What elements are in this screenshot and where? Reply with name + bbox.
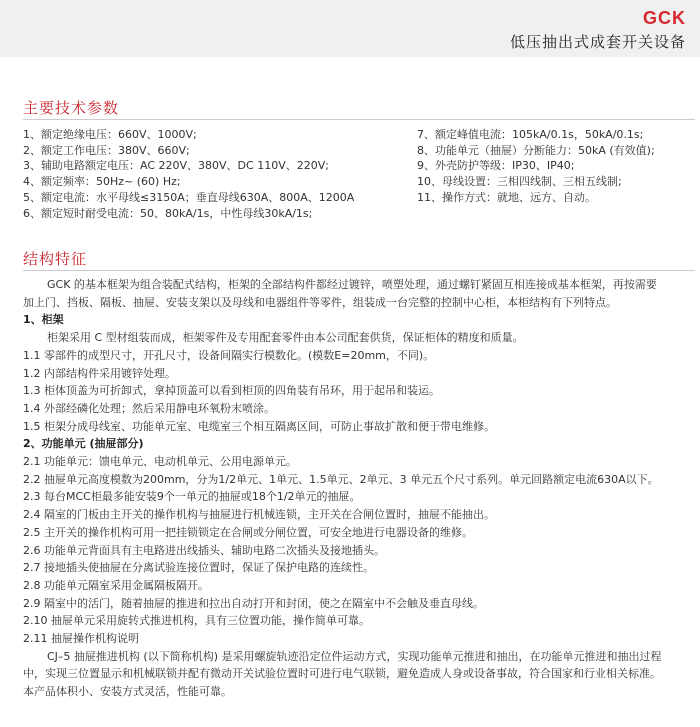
param-item: 8、功能单元（抽屉）分断能力：50kA (有效值); <box>417 143 655 157</box>
page-subtitle: 低压抽出式成套开关设备 <box>509 33 686 51</box>
body-line: 2.7 接地插头使抽屉在分离试验连接位置时，保证了保护电路的连续性。 <box>23 561 374 575</box>
body-line: CJ–5 抽屉推进机构 (以下简称机构) 是采用螺旋轨迹沿定位件运动方式，实现功能单元推进和抽出，在功能单元推进和抽出过程 <box>47 649 662 663</box>
body-line: 2.5 主开关的操作机构可用一把挂锁锁定在合闸或分闸位置，可安全地进行电器设备的维修。 <box>23 525 473 539</box>
subsection-heading: 1、柜架 <box>23 313 64 327</box>
body-line: 1.4 外部经磷化处理；然后采用静电环氧粉末喷涂。 <box>23 401 275 415</box>
body-line: 1.5 柜架分成母线室、功能单元室、电缆室三个相互隔离区间，可防止事故扩散和便于带电维修。 <box>23 419 495 433</box>
params-list-right <box>417 127 655 206</box>
section-title-structure: 结构特征 <box>23 250 88 268</box>
param-item: 2、额定工作电压：380V、660V; <box>23 143 190 157</box>
body-line: 2.11 抽屉操作机构说明 <box>23 632 139 646</box>
body-line: 柜架采用 C 型材组装而成，柜架零件及专用配套零件由本公司配套供货，保证柜体的精度和质量。 <box>47 331 524 345</box>
param-item: 1、额定绝缘电压：660V、1000V; <box>23 128 197 141</box>
body-line: 2.10 抽屉单元采用旋转式推进机构，具有三位置功能，操作简单可靠。 <box>23 614 370 628</box>
body-line: 本产品体积小、安装方式灵活，性能可靠。 <box>23 685 232 699</box>
body-line: 2.2 抽屉单元高度模数为200mm，分为1/2单元、1单元、1.5单元、2单元、3 单元五个尺寸系列。单元回路额定电流630A以下。 <box>23 472 659 486</box>
body-line: 2.8 功能单元隔室采用金属隔板隔开。 <box>23 578 209 592</box>
body-line: 中，实现三位置显示和机械联锁并配有微动开关试验位置时可进行电气联锁，避免造成人身或设备事故，符合国家和行业相关标准。 <box>23 667 661 681</box>
param-item: 9、外壳防护等级：IP30、IP40; <box>417 159 575 173</box>
param-item: 3、辅助电路额定电压：AC 220V、380V、DC 110V、220V; <box>23 159 329 173</box>
structure-body <box>23 276 695 701</box>
section-divider <box>23 270 695 271</box>
body-line: 1.2 内部结构件采用镀锌处理。 <box>23 366 176 380</box>
body-line: 2.9 隔室中的活门，随着抽屉的推进和拉出自动打开和封闭，使之在隔室中不会触及垂直母线。 <box>23 596 484 610</box>
body-line: 2.6 功能单元背面具有主电路进出线插头、辅助电路二次插头及接地插头。 <box>23 543 385 557</box>
brand-logo: GCK <box>643 8 686 28</box>
body-line: 2.1 功能单元：馈电单元、电动机单元、公用电源单元。 <box>23 455 297 469</box>
section-title-tech-params: 主要技术参数 <box>23 99 120 117</box>
body-line: 加上门、挡板、隔板、抽屉、安装支架以及母线和电器组件等零件，组装成一台完整的控制中心柜，本柜结构有下列特点。 <box>23 295 617 309</box>
body-line: 1.3 柜体顶盖为可折卸式，拿掉顶盖可以看到柜顶的四角装有吊环，用于起吊和装运。 <box>23 384 440 398</box>
page-header <box>0 0 700 57</box>
body-line: 2.3 每台MCC柜最多能安装9个一单元的抽屉或18个1/2单元的抽屉。 <box>23 490 361 504</box>
param-item: 10、母线设置：三相四线制、三相五线制; <box>417 175 622 189</box>
param-item: 4、额定频率：50Hz~ (60) Hz; <box>23 175 181 189</box>
subsection-heading: 2、功能单元 (抽屉部分) <box>23 437 144 451</box>
body-line: 1.1 零部件的成型尺寸，开孔尺寸，设备间隔实行模数化。(模数E=20mm，不同)。 <box>23 348 435 362</box>
section-divider <box>23 119 695 120</box>
body-line: 2.4 隔室的门板由主开关的操作机构与抽屉进行机械连锁，主开关在合闸位置时，抽屉不能抽出。 <box>23 508 495 522</box>
param-item: 11、操作方式：就地、远方、自动。 <box>417 190 596 204</box>
body-line: GCK 的基本框架为组合装配式结构，柜架的全部结构件都经过镀锌，喷塑处理，通过螺钉紧固互相连接成基本框架，再按需要 <box>47 278 657 291</box>
param-item: 6、额定短时耐受电流：50、80kA/1s，中性母线30kA/1s; <box>23 206 313 220</box>
param-item: 5、额定电流：水平母线≤3150A；垂直母线630A、800A、1200A <box>23 190 355 204</box>
params-list-left <box>23 127 354 221</box>
param-item: 7、额定峰值电流：105kA/0.1s，50kA/0.1s; <box>417 128 644 141</box>
